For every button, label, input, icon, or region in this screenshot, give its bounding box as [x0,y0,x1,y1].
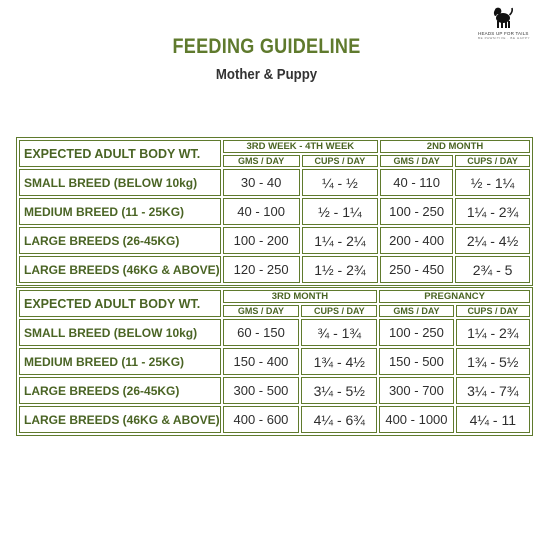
corner-label: EXPECTED ADULT BODY WT. [19,140,221,167]
grams-cell: 400 - 600 [223,406,300,433]
page-title: FEEDING GUIDELINE [172,35,361,58]
grams-cell: 40 - 100 [223,198,300,225]
cups-cell: 2¼ - 4½ [455,227,530,254]
cups-cell: 1¼ - 2¾ [456,319,530,346]
row-label: MEDIUM BREED (11 - 25KG) [19,198,221,225]
table-row [19,227,530,254]
dog-icon [490,4,516,30]
table-row [19,348,530,375]
cups-cell: 1¼ - 2¾ [455,198,530,225]
table-row [19,377,530,404]
grams-cell: 100 - 250 [379,319,453,346]
grams-cell: 120 - 250 [223,256,300,283]
grams-cell: 60 - 150 [223,319,300,346]
column-header: CUPS / DAY [301,305,377,317]
row-label: SMALL BREED (BELOW 10kg) [19,319,221,346]
corner-label: EXPECTED ADULT BODY WT. [19,290,221,317]
row-label: MEDIUM BREED (11 - 25KG) [19,348,221,375]
table-row [19,406,530,433]
cups-cell: ½ - 1¼ [455,169,530,196]
feeding-table-weeks-month [16,137,533,286]
column-header: GMS / DAY [223,305,300,317]
row-label: LARGE BREEDS (26-45KG) [19,227,221,254]
row-label: LARGE BREEDS (46KG & ABOVE) [19,256,221,283]
cups-cell: 2¾ - 5 [455,256,530,283]
grams-cell: 250 - 450 [380,256,453,283]
table-row [19,319,530,346]
grams-cell: 30 - 40 [223,169,300,196]
cups-cell: ¾ - 1¾ [301,319,377,346]
cups-cell: ¼ - ½ [302,169,378,196]
page-subtitle: Mother & Puppy [215,66,318,83]
brand-tagline: BE PAWSITIVE . BE HAPPY [478,36,531,40]
row-label: SMALL BREED (BELOW 10kg) [19,169,221,196]
cups-cell: 4¼ - 6¾ [301,406,377,433]
row-label: LARGE BREEDS (46KG & ABOVE) [19,406,221,433]
cups-cell: 3¼ - 5½ [301,377,377,404]
grams-cell: 400 - 1000 [379,406,453,433]
column-header: GMS / DAY [223,155,300,167]
feeding-table-month-pregnancy [16,287,533,436]
column-header: CUPS / DAY [455,155,530,167]
table-row [19,169,530,196]
grams-cell: 40 - 110 [380,169,453,196]
cups-cell: 1½ - 2¾ [302,256,378,283]
column-header: CUPS / DAY [456,305,530,317]
group-header: 3RD WEEK - 4TH WEEK [223,140,379,153]
grams-cell: 300 - 500 [223,377,300,404]
table-row [19,198,530,225]
cups-cell: 4¼ - 11 [456,406,530,433]
column-header: CUPS / DAY [302,155,378,167]
group-header: PREGNANCY [379,290,530,303]
table-row [19,256,530,283]
group-header: 2ND MONTH [380,140,530,153]
cups-cell: 1¾ - 4½ [301,348,377,375]
cups-cell: 1¼ - 2¼ [302,227,378,254]
grams-cell: 150 - 500 [379,348,453,375]
group-header: 3RD MONTH [223,290,378,303]
cups-cell: 1¾ - 5½ [456,348,530,375]
row-label: LARGE BREEDS (26-45KG) [19,377,221,404]
cups-cell: 3¼ - 7¾ [456,377,530,404]
column-header: GMS / DAY [380,155,453,167]
brand-name: HEADS UP FOR TAILS [478,31,529,36]
grams-cell: 200 - 400 [380,227,453,254]
grams-cell: 150 - 400 [223,348,300,375]
column-header: GMS / DAY [379,305,453,317]
cups-cell: ½ - 1¼ [302,198,378,225]
grams-cell: 100 - 250 [380,198,453,225]
grams-cell: 100 - 200 [223,227,300,254]
grams-cell: 300 - 700 [379,377,453,404]
